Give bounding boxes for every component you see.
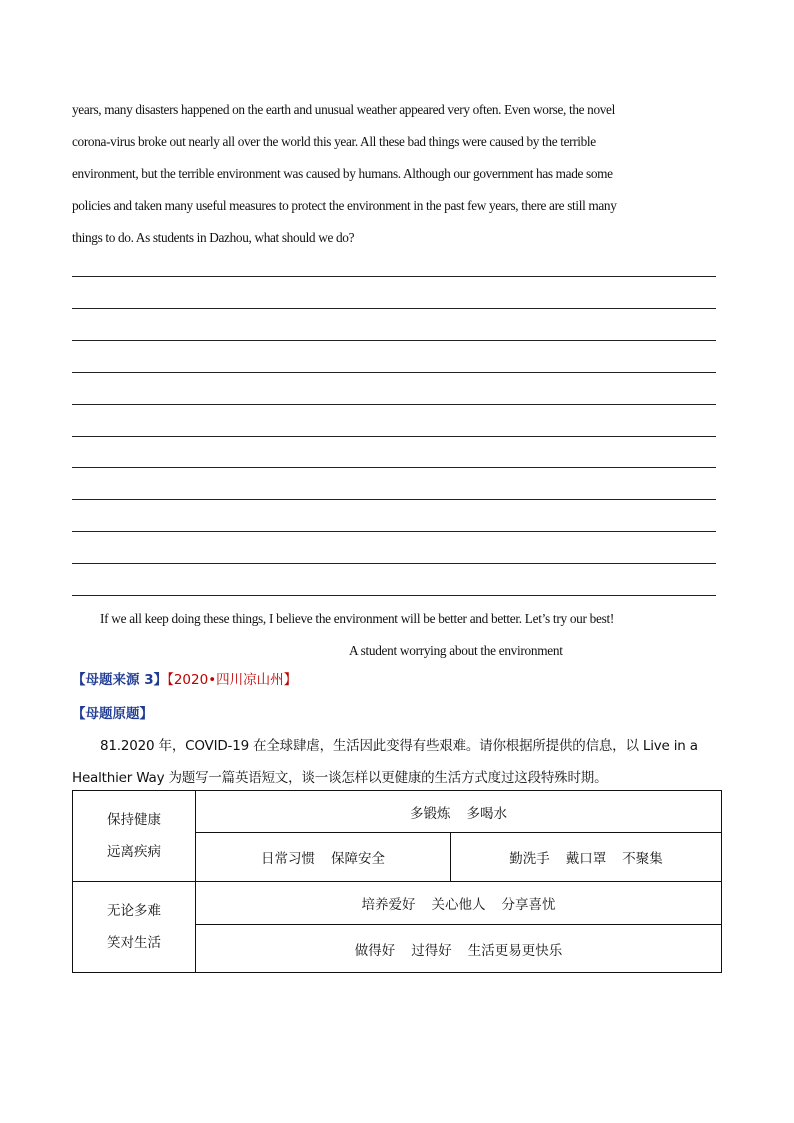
row2-heading-line: 无论多难 (107, 903, 161, 919)
question-line-2: Healthier Way 为题写一篇英语短文，谈一谈怎样以更健康的生活方式度过这段特殊时期。 (72, 770, 608, 786)
original-heading: 【母题原题】 (72, 706, 153, 722)
row1-heading-line: 保持健康 (107, 812, 161, 828)
table-item: 多喝水 (466, 805, 507, 822)
row1-heading-cell (73, 791, 196, 882)
closing-sentence: If we all keep doing these things, I believe the environment will be better and better. Let’s try our best! (100, 611, 615, 626)
writing-line (72, 404, 716, 405)
writing-line (72, 436, 716, 437)
prompt-line: policies and taken many useful measures to protect the environment in the past few years, there are still many (72, 198, 617, 213)
writing-line (72, 595, 716, 596)
prompt-line: things to do. As students in Dazhou, what should we do? (72, 230, 355, 245)
table-item: 保障安全 (331, 851, 385, 867)
table-item: 生活更易更快乐 (467, 942, 563, 959)
writing-line (72, 308, 716, 309)
source-heading (72, 668, 297, 688)
row1-top-cell (196, 791, 722, 833)
table-item: 分享喜忧 (501, 897, 556, 913)
writing-line (72, 563, 716, 564)
question-line-1: 81.2020 年，COVID-19 在全球肆虐，生活因此变得有些艰难。请你根据所提供的信息，以 Live in a (100, 738, 698, 754)
source-origin: 【2020•四川凉山州】 (167, 672, 298, 688)
prompt-line: years, many disasters happened on the earth and unusual weather appeared very often. Even worse, the novel (72, 102, 615, 117)
table-item: 做得好 (354, 942, 396, 959)
table-item: 戴口罩 (565, 851, 607, 867)
writing-line (72, 531, 716, 532)
row1-bottom-right-cell (451, 833, 722, 882)
row2-heading-line: 笑对生活 (107, 935, 161, 951)
row2-heading-cell (73, 882, 196, 973)
writing-line (72, 340, 716, 341)
table-item: 培养爱好 (361, 897, 416, 913)
row2-top-cell (196, 882, 722, 925)
row1-heading-line: 远离疾病 (107, 844, 161, 860)
row2-bottom-cell (196, 925, 722, 973)
writing-line (72, 276, 716, 277)
table-item: 不聚集 (622, 851, 663, 867)
prompt-line: environment, but the terrible environment was caused by humans. Although our government has made some (72, 166, 613, 181)
row1-bottom-left-cell (196, 833, 451, 882)
table-item: 勤洗手 (509, 851, 550, 867)
table-item: 日常习惯 (261, 851, 315, 867)
closing-signature: A student worrying about the environment (349, 643, 563, 658)
info-table (72, 790, 722, 973)
writing-line (72, 467, 716, 468)
table-item: 关心他人 (431, 897, 486, 913)
prompt-line: corona-virus broke out nearly all over the world this year. All these bad things were caused by the terrible (72, 134, 596, 149)
table-item: 多锻炼 (410, 805, 451, 822)
writing-line (72, 372, 716, 373)
source-label: 【母题来源 3】 (72, 672, 168, 688)
table-item: 过得好 (411, 942, 452, 959)
writing-line (72, 499, 716, 500)
